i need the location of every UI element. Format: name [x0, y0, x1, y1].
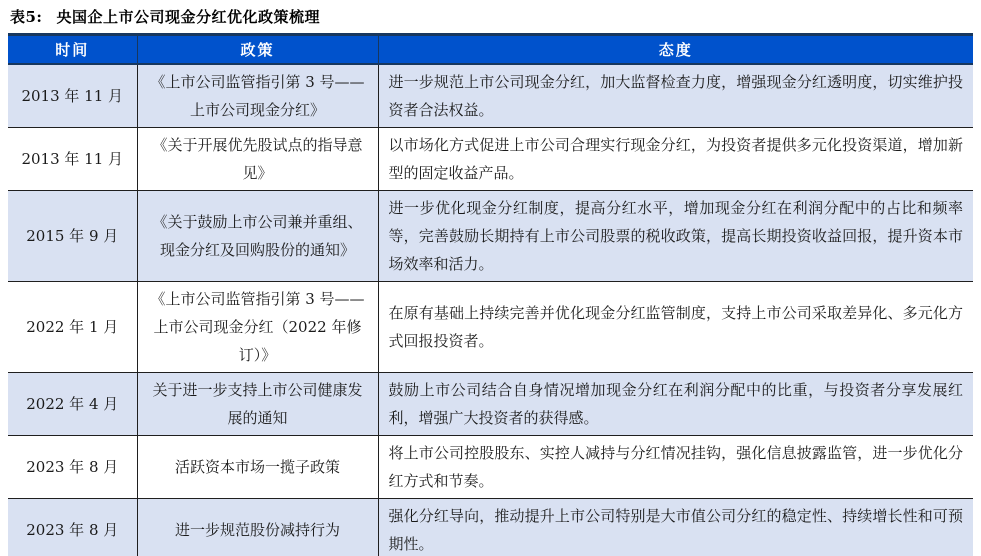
- policy-cell: 《关于开展优先股试点的指导意见》: [137, 128, 378, 191]
- policy-cell: 《上市公司监管指引第 3 号——上市公司现金分红（2022 年修订）》: [137, 282, 378, 373]
- table-row: [8, 373, 973, 436]
- table-row: [8, 128, 973, 191]
- time-cell: 2022 年 1 月: [8, 282, 137, 373]
- policy-cell: 活跃资本市场一揽子政策: [137, 436, 378, 499]
- attitude-cell: 在原有基础上持续完善并优化现金分红监管制度，支持上市公司采取差异化、多元化方式回报投资者。: [378, 282, 973, 373]
- attitude-cell: 强化分红导向，推动提升上市公司特别是大市值公司分红的稳定性、持续增长性和可预期性。: [378, 499, 973, 556]
- time-cell: 2023 年 8 月: [8, 436, 137, 499]
- time-cell: 2013 年 11 月: [8, 64, 137, 128]
- policy-table: [8, 33, 973, 556]
- header-policy: 政策: [137, 35, 378, 65]
- policy-cell: 关于进一步支持上市公司健康发展的通知: [137, 373, 378, 436]
- header-attitude: 态度: [378, 35, 973, 65]
- header-time: 时间: [8, 35, 137, 65]
- table-row: [8, 436, 973, 499]
- table-title: [0, 0, 981, 33]
- table-number-label: 表5:: [10, 8, 43, 26]
- attitude-cell: 鼓励上市公司结合自身情况增加现金分红在利润分配中的比重，与投资者分享发展红利，增强广大投资者的获得感。: [378, 373, 973, 436]
- policy-cell: 《关于鼓励上市公司兼并重组、现金分红及回购股份的通知》: [137, 191, 378, 282]
- table-row: [8, 191, 973, 282]
- attitude-cell: 以市场化方式促进上市公司合理实行现金分红，为投资者提供多元化投资渠道，增加新型的固定收益产品。: [378, 128, 973, 191]
- policy-cell: 进一步规范股份减持行为: [137, 499, 378, 556]
- time-cell: 2015 年 9 月: [8, 191, 137, 282]
- time-cell: 2022 年 4 月: [8, 373, 137, 436]
- time-cell: 2013 年 11 月: [8, 128, 137, 191]
- attitude-cell: 进一步优化现金分红制度，提高分红水平，增加现金分红在利润分配中的占比和频率等，完善鼓励长期持有上市公司股票的税收政策，提高长期投资收益回报，提升资本市场效率和活力。: [378, 191, 973, 282]
- table-title-text: 央国企上市公司现金分红优化政策梳理: [56, 8, 320, 26]
- table-header-row: [8, 35, 973, 65]
- table-row: [8, 282, 973, 373]
- table-row: [8, 499, 973, 556]
- attitude-cell: 将上市公司控股股东、实控人减持与分红情况挂钩，强化信息披露监管，进一步优化分红方式和节奏。: [378, 436, 973, 499]
- time-cell: 2023 年 8 月: [8, 499, 137, 556]
- policy-cell: 《上市公司监管指引第 3 号——上市公司现金分红》: [137, 64, 378, 128]
- attitude-cell: 进一步规范上市公司现金分红，加大监督检查力度，增强现金分红透明度，切实维护投资者合法权益。: [378, 64, 973, 128]
- table-row: [8, 64, 973, 128]
